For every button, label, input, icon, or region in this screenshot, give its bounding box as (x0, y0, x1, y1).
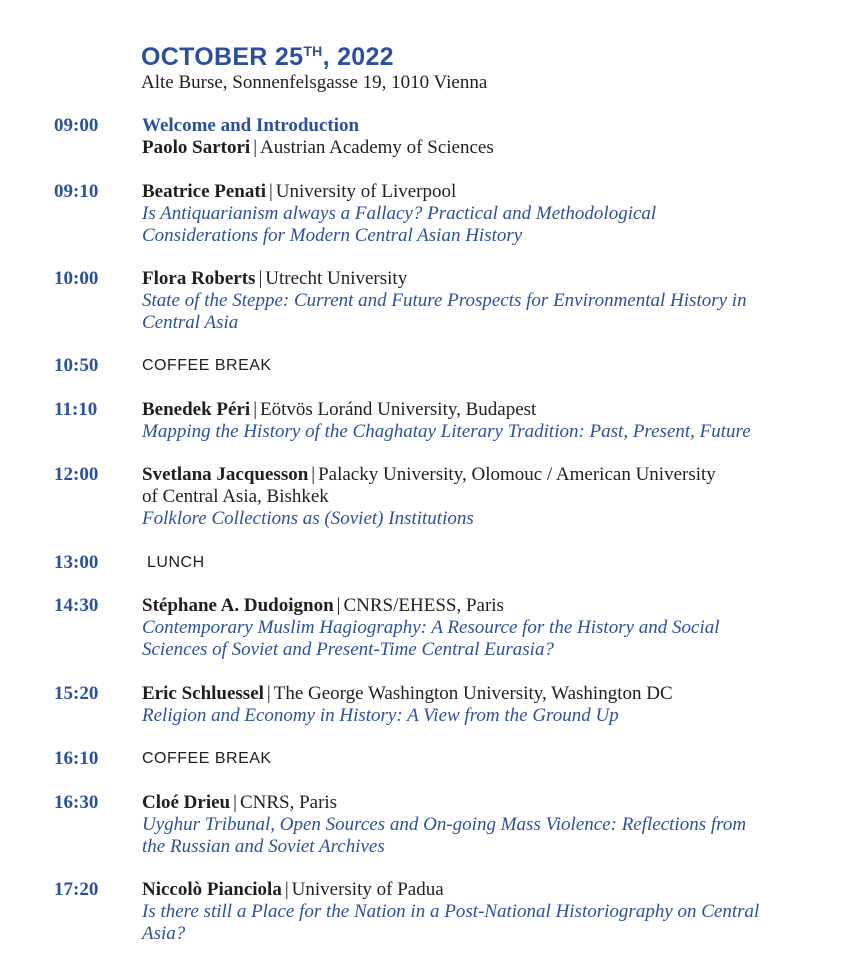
session-details (142, 792, 812, 858)
talk-title-line: Folklore Collections as (Soviet) Institutions (142, 508, 474, 529)
session-time: 15:20 (54, 683, 99, 704)
session-details (142, 268, 812, 334)
session-time: 17:20 (54, 879, 99, 900)
talk-title-line: Uyghur Tribunal, Open Sources and On-going Mass Violence: Reflections from (142, 814, 747, 835)
event-venue: Alte Burse, Sonnenfelsgasse 19, 1010 Vienna (141, 72, 488, 93)
coffee-break-label: COFFEE BREAK (142, 750, 272, 767)
session-time: 14:30 (54, 595, 99, 616)
separator: | (311, 464, 316, 485)
session-time: 09:10 (54, 181, 99, 202)
session-time: 10:50 (54, 355, 99, 376)
speaker-name: Flora Roberts (142, 268, 256, 289)
session-time: 16:30 (54, 792, 99, 813)
speaker-affiliation: Palacky University, Olomouc / American University (318, 464, 716, 485)
session-details (142, 464, 812, 530)
speaker-name: Cloé Drieu (142, 792, 231, 813)
speaker-name: Paolo Sartori (142, 137, 251, 158)
talk-title-line: Sciences of Soviet and Present-Time Central Eurasia? (142, 639, 554, 660)
speaker-affiliation: Austrian Academy of Sciences (260, 137, 494, 158)
speaker-name: Svetlana Jacquesson (142, 464, 309, 485)
session-details (142, 181, 812, 247)
talk-title-line: Is Antiquarianism always a Fallacy? Practical and Methodological (142, 203, 657, 224)
separator: | (258, 268, 263, 289)
session-time: 16:10 (54, 748, 99, 769)
speaker-affiliation: Eötvös Loránd University, Budapest (260, 399, 537, 420)
session-time: 10:00 (54, 268, 99, 289)
separator: | (284, 879, 289, 900)
session-details (142, 595, 812, 661)
separator: | (268, 181, 273, 202)
speaker-affiliation-continued: of Central Asia, Bishkek (142, 486, 329, 507)
speaker-name: Niccolò Pianciola (142, 879, 282, 900)
separator: | (266, 683, 271, 704)
session-time: 12:00 (54, 464, 99, 485)
separator: | (253, 137, 257, 158)
talk-title-line: State of the Steppe: Current and Future Prospects for Environmental History in (142, 290, 747, 311)
session-title: Welcome and Introduction (142, 115, 360, 136)
talk-title-line: the Russian and Soviet Archives (142, 836, 385, 857)
session-details (142, 683, 812, 727)
session-time: 11:10 (54, 399, 98, 420)
talk-title-line: Mapping the History of the Chaghatay Literary Tradition: Past, Present, Future (142, 421, 751, 442)
speaker-name: Eric Schluessel (142, 683, 264, 704)
speaker-affiliation: The George Washington University, Washington DC (273, 683, 673, 704)
session-time: 13:00 (54, 552, 99, 573)
date-ordinal: TH (303, 43, 323, 59)
speaker-name: Stéphane A. Dudoignon (142, 595, 334, 616)
session-time: 09:00 (54, 115, 99, 136)
talk-title-line: Central Asia (142, 312, 239, 333)
program-header (141, 42, 487, 94)
speaker-affiliation: CNRS/EHESS, Paris (343, 595, 504, 616)
separator: | (336, 595, 341, 616)
coffee-break-label: COFFEE BREAK (142, 357, 272, 374)
event-date: OCTOBER 25TH, 2022 (141, 43, 394, 71)
speaker-name: Benedek Péri (142, 399, 251, 420)
speaker-affiliation: University of Padua (291, 879, 444, 900)
talk-title-line: Asia? (142, 923, 186, 944)
lunch-label: LUNCH (147, 554, 205, 571)
session-details (142, 399, 812, 443)
speaker-affiliation: Utrecht University (265, 268, 408, 289)
separator: | (233, 792, 237, 813)
talk-title-line: Is there still a Place for the Nation in a Post-National Historiography on Central (142, 901, 760, 922)
speaker-affiliation: University of Liverpool (275, 181, 457, 202)
speaker-affiliation: CNRS, Paris (239, 792, 338, 813)
separator: | (253, 399, 257, 420)
speaker-name: Beatrice Penati (142, 181, 266, 202)
talk-title-line: Considerations for Modern Central Asian History (142, 225, 523, 246)
talk-title-line: Contemporary Muslim Hagiography: A Resource for the History and Social (142, 617, 720, 638)
session-details (142, 879, 812, 945)
session-details (142, 115, 812, 159)
talk-title-line: Religion and Economy in History: A View from the Ground Up (142, 705, 619, 726)
